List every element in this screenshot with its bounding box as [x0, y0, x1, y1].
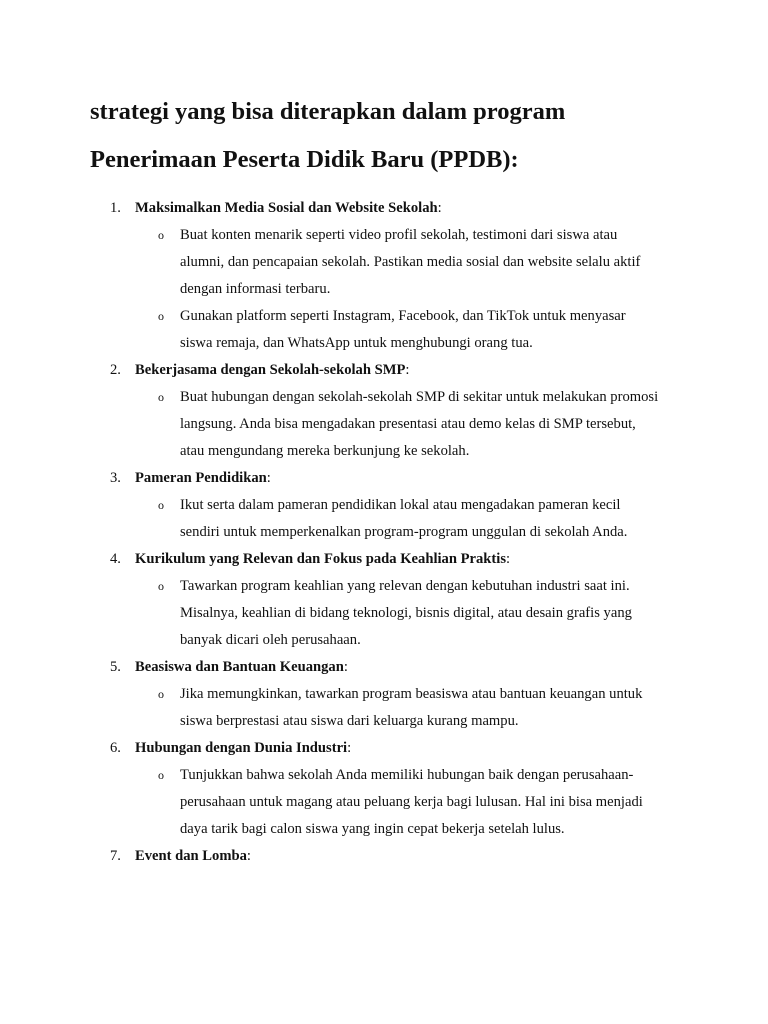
list-item-heading: Beasiswa dan Bantuan Keuangan	[135, 659, 344, 675]
list-item-colon: :	[405, 362, 410, 378]
sub-list	[0, 222, 768, 357]
list-item-label	[135, 465, 271, 492]
list-item	[0, 465, 768, 546]
list-item	[0, 843, 768, 870]
strategy-list	[0, 195, 768, 870]
sub-list-item-text-line: banyak dicari oleh perusahaan.	[180, 632, 361, 648]
sub-list	[0, 681, 768, 735]
sub-list-item	[0, 492, 768, 546]
sub-list-item-text-line: Buat konten menarik seperti video profil sekolah, testimoni dari siswa atau	[180, 227, 618, 243]
sub-list-item-text-line: Tawarkan program keahlian yang relevan dengan kebutuhan industri saat ini.	[180, 578, 630, 594]
sub-list-item	[0, 384, 768, 465]
list-item-number: 2.	[110, 362, 121, 378]
sub-list-item-text-line: langsung. Anda bisa mengadakan presentasi atau demo kelas di SMP tersebut,	[180, 416, 636, 432]
circle-bullet-icon: o	[158, 390, 164, 404]
list-item-heading-row	[0, 195, 768, 222]
list-item-colon: :	[246, 848, 251, 864]
list-item-heading: Bekerjasama dengan Sekolah-sekolah SMP	[135, 362, 406, 378]
list-item-number: 3.	[110, 470, 121, 486]
list-item-label	[135, 357, 409, 384]
circle-bullet-icon: o	[158, 687, 164, 701]
list-item-heading-row	[0, 843, 768, 870]
list-item-heading: Event dan Lomba	[135, 848, 247, 864]
title-line-2: Penerimaan Peserta Didik Baru (PPDB):	[90, 146, 519, 173]
list-item-number: 5.	[110, 659, 121, 675]
sub-list-item	[0, 303, 768, 357]
circle-bullet-icon: o	[158, 579, 164, 593]
list-item-number: 1.	[110, 200, 121, 216]
list-item-colon: :	[347, 740, 352, 756]
circle-bullet-icon: o	[158, 228, 164, 242]
document-title	[90, 88, 710, 184]
list-item-number: 4.	[110, 551, 121, 567]
list-item-heading-row	[0, 735, 768, 762]
list-item-heading-row	[0, 357, 768, 384]
list-item	[0, 546, 768, 654]
sub-list-item	[0, 762, 768, 843]
list-item	[0, 654, 768, 735]
sub-list-item-text-line: Tunjukkan bahwa sekolah Anda memiliki hubungan baik dengan perusahaan-	[180, 767, 634, 783]
list-item-heading-row	[0, 546, 768, 573]
circle-bullet-icon: o	[158, 309, 164, 323]
title-line-1: strategi yang bisa diterapkan dalam program	[90, 98, 566, 125]
list-item-label	[135, 843, 251, 870]
sub-list	[0, 573, 768, 654]
circle-bullet-icon: o	[158, 498, 164, 512]
list-item-label	[135, 735, 351, 762]
sub-list-item	[0, 681, 768, 735]
sub-list-item-text-line: sendiri untuk memperkenalkan program-program unggulan di sekolah Anda.	[180, 524, 628, 540]
sub-list-item-text-line: dengan informasi terbaru.	[180, 281, 331, 297]
sub-list-item-text-line: daya tarik bagi calon siswa yang ingin cepat bekerja setelah lulus.	[180, 821, 565, 837]
sub-list-item-text-line: Jika memungkinkan, tawarkan program beasiswa atau bantuan keuangan untuk	[180, 686, 643, 702]
sub-list	[0, 384, 768, 465]
list-item-colon: :	[343, 659, 348, 675]
list-item	[0, 195, 768, 357]
sub-list-item	[0, 222, 768, 303]
sub-list-item-text-line: perusahaan untuk magang atau peluang kerja bagi lulusan. Hal ini bisa menjadi	[180, 794, 643, 810]
list-item-heading: Pameran Pendidikan	[135, 470, 267, 486]
sub-list-item-text-line: Buat hubungan dengan sekolah-sekolah SMP di sekitar untuk melakukan promosi	[180, 389, 659, 405]
sub-list	[0, 762, 768, 843]
list-item-number: 7.	[110, 848, 121, 864]
list-item-label	[135, 654, 348, 681]
sub-list-item-text-line: siswa berprestasi atau siswa dari keluarga kurang mampu.	[180, 713, 519, 729]
list-item-colon: :	[437, 200, 442, 216]
list-item-heading: Kurikulum yang Relevan dan Fokus pada Keahlian Praktis	[135, 551, 507, 567]
list-item-colon: :	[506, 551, 511, 567]
sub-list-item-text-line: alumni, dan pencapaian sekolah. Pastikan media sosial dan website selalu aktif	[180, 254, 641, 270]
sub-list-item	[0, 573, 768, 654]
sub-list-item-text-line: Gunakan platform seperti Instagram, Facebook, dan TikTok untuk menyasar	[180, 308, 626, 324]
sub-list-item-text-line: atau mengundang mereka berkunjung ke sekolah.	[180, 443, 470, 459]
list-item-heading: Hubungan dengan Dunia Industri	[135, 740, 348, 756]
list-item	[0, 357, 768, 465]
sub-list-item-text-line: Ikut serta dalam pameran pendidikan lokal atau mengadakan pameran kecil	[180, 497, 621, 513]
list-item-heading-row	[0, 465, 768, 492]
sub-list-item-text-line: Misalnya, keahlian di bidang teknologi, bisnis digital, atau desain grafis yang	[180, 605, 632, 621]
list-item-label	[135, 195, 442, 222]
circle-bullet-icon: o	[158, 768, 164, 782]
list-item-colon: :	[266, 470, 271, 486]
list-item-heading-row	[0, 654, 768, 681]
sub-list	[0, 492, 768, 546]
sub-list-item-text-line: siswa remaja, dan WhatsApp untuk menghubungi orang tua.	[180, 335, 533, 351]
list-item-label	[135, 546, 510, 573]
list-item-number: 6.	[110, 740, 121, 756]
list-item-heading: Maksimalkan Media Sosial dan Website Sekolah	[135, 200, 438, 216]
list-item	[0, 735, 768, 843]
